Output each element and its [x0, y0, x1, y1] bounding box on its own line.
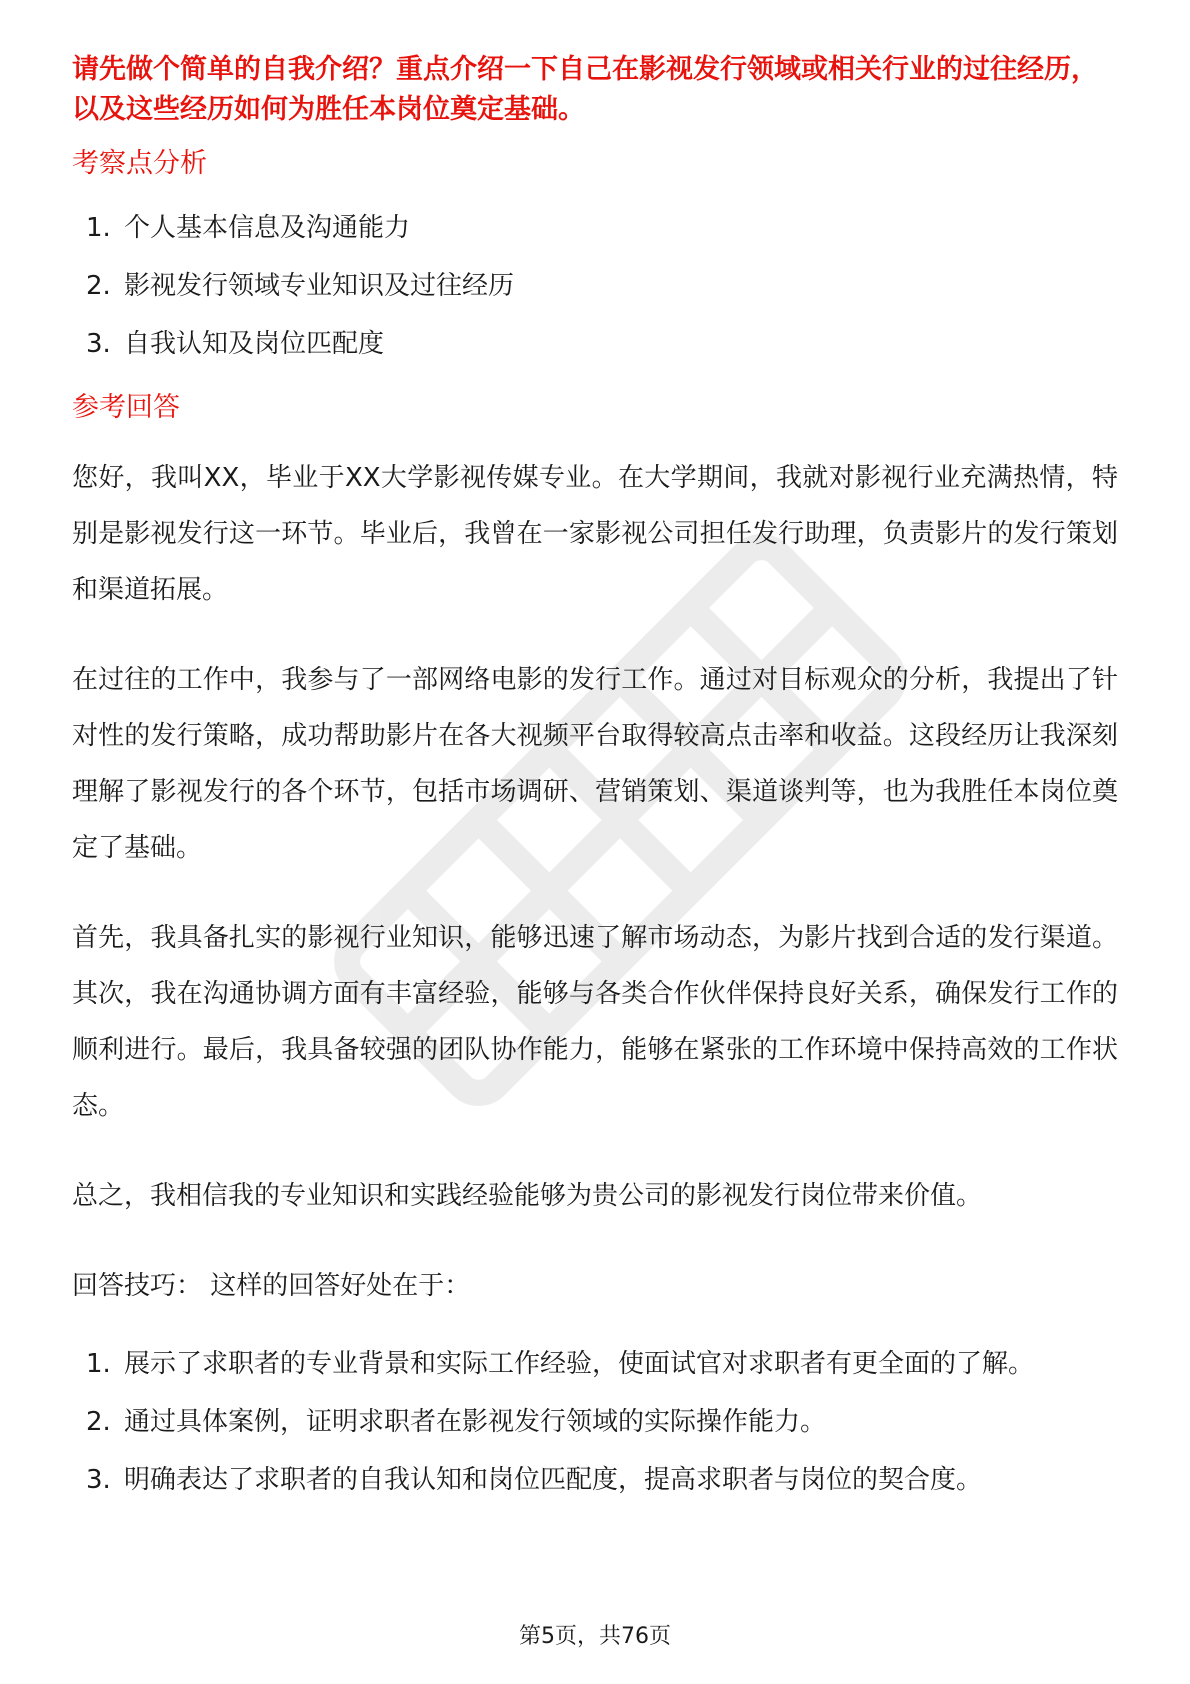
- list-item: [72, 206, 1118, 250]
- question-title: 请先做个简单的自我介绍？重点介绍一下自己在影视发行领域或相关行业的过往经历，以及这些经历如何为胜任本岗位奠定基础。: [72, 54, 1098, 125]
- list-item-number: 3.: [86, 1465, 111, 1495]
- tips-intro: 回答技巧： 这样的回答好处在于：: [72, 1271, 471, 1301]
- list-item-number: 3.: [86, 329, 111, 359]
- list-item: [72, 264, 1118, 308]
- list-item-text: 展示了求职者的专业背景和实际工作经验，使面试官对求职者有更全面的了解。: [124, 1349, 1035, 1379]
- list-item-number: 2.: [86, 1407, 111, 1437]
- list-item: [72, 322, 1118, 366]
- answer-paragraph: 在过往的工作中，我参与了一部网络电影的发行工作。通过对目标观众的分析，我提出了针对性的发行策略，成功帮助影片在各大视频平台取得较高点击率和收益。这段经历让我深刻理解了影视发行的各个环节，包括市场调研、营销策划、渠道谈判等，也为我胜任本岗位奠定了基础。: [72, 665, 1118, 863]
- list-item-text: 影视发行领域专业知识及过往经历: [124, 271, 515, 301]
- answer-paragraph: 首先，我具备扎实的影视行业知识，能够迅速了解市场动态，为影片找到合适的发行渠道。其次，我在沟通协调方面有丰富经验，能够与各类合作伙伴保持良好关系，确保发行工作的顺利进行。最后，我具备较强的团队协作能力，能够在紧张的工作环境中保持高效的工作状态。: [72, 923, 1118, 1121]
- list-item-text: 个人基本信息及沟通能力: [124, 213, 411, 243]
- content-area: [72, 50, 1118, 1530]
- list-item: [72, 1394, 1118, 1450]
- list-item-number: 2.: [86, 271, 111, 301]
- list-item: [72, 1452, 1118, 1508]
- answer-paragraph: 总之，我相信我的专业知识和实践经验能够为贵公司的影视发行岗位带来价值。: [72, 1181, 983, 1211]
- analysis-list: [72, 206, 1118, 366]
- list-item-number: 1.: [86, 1349, 111, 1379]
- list-item-text: 明确表达了求职者的自我认知和岗位匹配度，提高求职者与岗位的契合度。: [124, 1465, 983, 1495]
- tips-list: [72, 1336, 1118, 1508]
- list-item-text: 通过具体案例，证明求职者在影视发行领域的实际操作能力。: [124, 1407, 827, 1437]
- list-item-text: 自我认知及岗位匹配度: [124, 329, 385, 359]
- answer-heading: 参考回答: [72, 392, 180, 423]
- page-number: 第5页，共76页: [519, 1624, 671, 1649]
- answer-paragraph: 您好，我叫XX，毕业于XX大学影视传媒专业。在大学期间，我就对影视行业充满热情，特别是影视发行这一环节。毕业后，我曾在一家影视公司担任发行助理，负责影片的发行策划和渠道拓展。: [72, 463, 1118, 605]
- analysis-heading: 考察点分析: [72, 148, 207, 179]
- list-item: [72, 1336, 1118, 1392]
- list-item-number: 1.: [86, 213, 111, 243]
